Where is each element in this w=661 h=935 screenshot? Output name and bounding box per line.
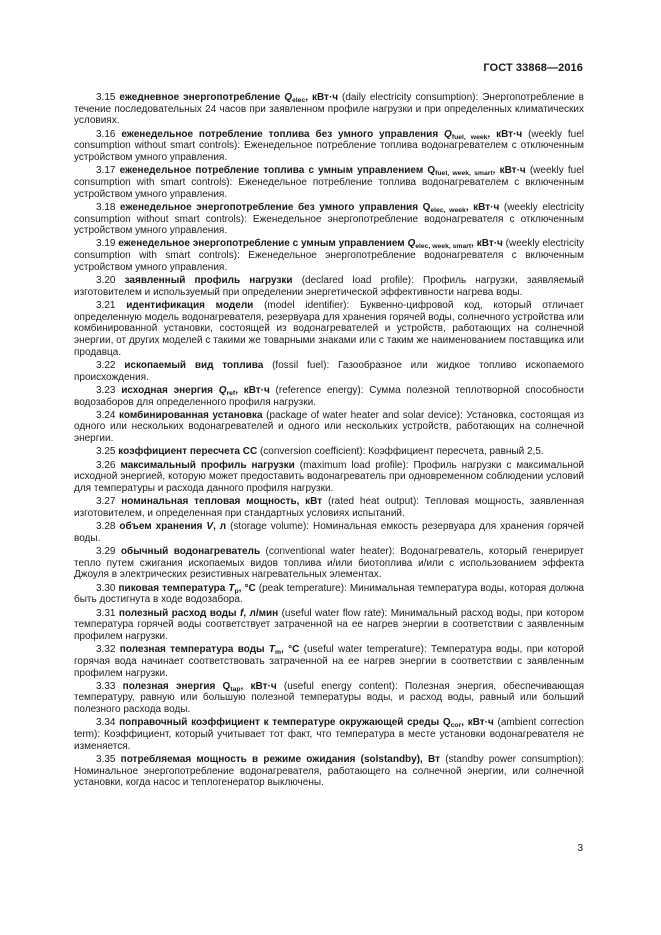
clause-3-20: 3.20 заявленный профиль нагрузки (declared load profile): Профиль нагрузки, заявляемый изготовителем и используемый при определении энергетической эффективности нагрева воды. <box>74 275 585 298</box>
clause-3-31: 3.31 полезный расход воды f, л/мин (useful water flow rate): Минимальный расход воды, при котором температура горячей воды соответствует затраченной на ее нагрев энергии в соответствии с заявленным профилем нагрузки. <box>74 607 584 642</box>
clause-3-35: 3.35 потребляемая мощность в режиме ожидания (solstandby), Вт (standby power consumption): Номинальное энергопотребление водонагревателя, работающего на солнечной энергии, или солнечной установки, когда насос и теплогенератор выключены. <box>74 753 585 789</box>
clause-3-17: 3.17 еженедельное потребление топлива с умным управлением $Q_{fuel, week, smart}$, кВт·ч (weekly fuel consumption with smart controls): Еженедельное потребление топлива водонагревателем с включенным устройством умного управления. <box>74 165 585 200</box>
clause-list <box>74 92 584 791</box>
clause-3-32: 3.32 полезная температура воды $T_m$, °C (useful water temperature): Температура воды, при которой горячая вода начинает соответствовать затраченной на ее нагрев энергии в соответствии с заявленным профилем нагрузки. <box>74 644 585 679</box>
clause-3-34: 3.34 поправочный коэффициент к температуре окружающей среды $Q_{cor}$, кВт·ч (ambient correction term): Коэффициент, который учитывает тот факт, что температура в месте установки водонагревателя не изменяется. <box>74 717 584 752</box>
clause-3-24: 3.24 комбинированная установка (package of water heater and solar device): Установка, состоящая из одного или нескольких водонагревателей и одного или нескольких устройств, работающих на солнечной энергии. <box>74 409 584 445</box>
clause-3-19: 3.19 еженедельное энергопотребление с умным управлением $Q_{elec, week, smart}$, кВт·ч (weekly electricity consumption with smart controls): Еженедельное энергопотребление водонагревателя с включенным устройством умного управления. <box>74 238 584 273</box>
clause-3-25: 3.25 коэффициент пересчета CC (conversion coefficient): Коэффициент пересчета, равный 2,5. <box>96 446 544 458</box>
clause-3-16: 3.16 еженедельное потребление топлива без умного управления $Q_{fuel, week}$, кВт·ч (weekly fuel consumption without smart controls): Еженедельное потребление топлива водонагревателем с отключенным устройством умного управления. <box>74 128 585 164</box>
page-number: 3 <box>577 843 583 854</box>
clause-3-15: 3.15 ежедневное энергопотребление $Q_{elec}$, кВт·ч (daily electricity consumption): Энергопотребление в течение последовательных 24 часов при заявленном профиле нагрузки и при определенных климатических условиях. <box>74 92 584 127</box>
clause-3-18: 3.18 еженедельное энергопотребление без умного управления $Q_{elec, week}$, кВт·ч (weekly electricity consumption without smart controls): Еженедельное энергопотребление водонагревателя с отключенным устройством умного управления. <box>74 201 584 237</box>
clause-3-26: 3.26 максимальный профиль нагрузки (maximum load profile): Профиль нагрузки с максимальной исходной энергией, которую может предоставить водонагреватель при одновременном соблюдении условий для температуры и расхода данного профиля нагрузки. <box>74 459 584 494</box>
clause-3-33: 3.33 полезная энергия $Q_{tap}$, кВт·ч (useful energy content): Полезная энергия, обеспечивающая температуру, равную или большую полезной температуры воды, и расход воды, равный или больший полезного расхода воды. <box>74 680 585 716</box>
standard-header: ГОСТ 33868—2016 <box>483 62 583 74</box>
clause-3-29: 3.29 обычный водонагреватель (conventional water heater): Водонагреватель, который генерирует тепло путем сжигания ископаемых видов топлива и/или биотоплива и/или с использованием эффекта Джоуля в электрических резистивных нагревательных элементах. <box>74 546 584 581</box>
clause-3-28: 3.28 объем хранения V, л (storage volume): Номинальная емкость резервуара для хранения горячей воды. <box>74 521 584 544</box>
clause-3-21: 3.21 идентификация модели (model identifier): Буквенно-цифровой код, который отличает определенную модель водонагревателя, резервуара для хранения горячей воды, солнечного устройства или комбинированной установки, состоящей из водонагревателей и устройств, работающих на солнечной энергии, от других моделей с такими же товарными знаками или с таким же наименованием поставщика или продавца. <box>74 299 584 358</box>
clause-3-23: 3.23 исходная энергия $Q_{ref}$, кВт·ч (reference energy): Сумма полезной теплотворной способности водозаборов для определенного профиля нагрузки. <box>74 384 585 408</box>
clause-3-22: 3.22 ископаемый вид топлива (fossil fuel): Газообразное или жидкое топливо ископаемого происхождения. <box>74 359 584 383</box>
clause-3-30: 3.30 пиковая температура $T_p$, °C (peak temperature): Минимальная температура воды, которая должна быть достигнута в ходе водозабора. <box>74 582 584 606</box>
clause-3-27: 3.27 номинальная тепловая мощность, кВт (rated heat output): Тепловая мощность, заявленная изготовителем, и определенная при стандартных условиях испытаний. <box>74 496 584 519</box>
